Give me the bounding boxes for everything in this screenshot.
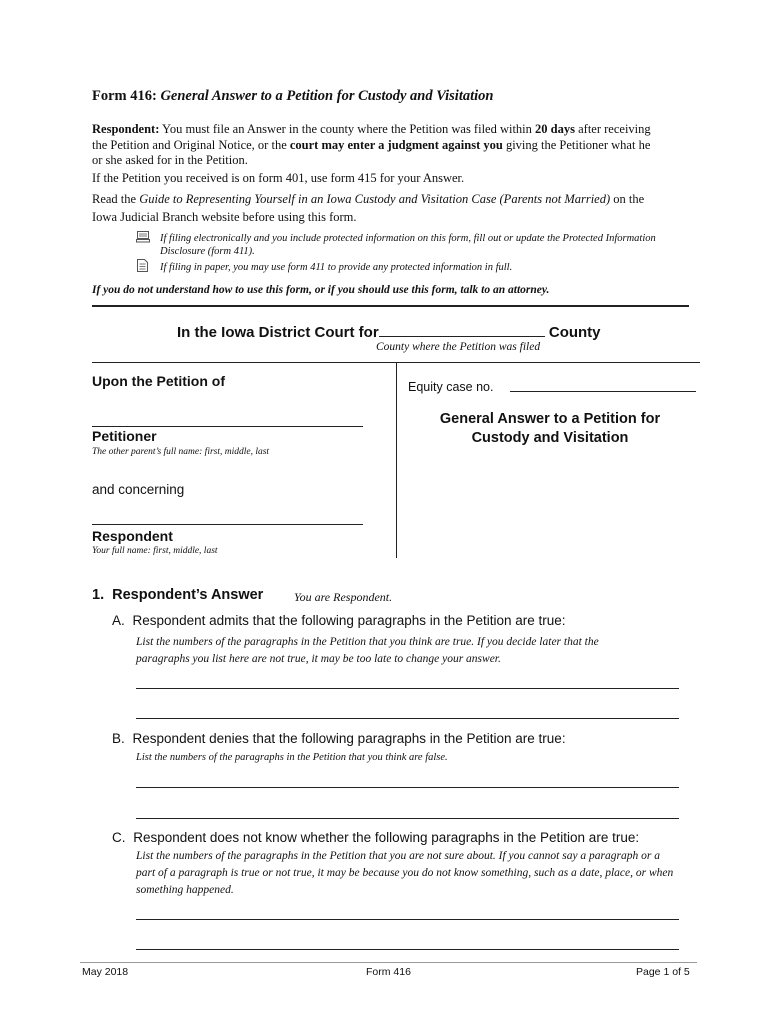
- footer-date: May 2018: [82, 966, 129, 978]
- upon-petition-label: Upon the Petition of: [92, 373, 225, 389]
- document-title-line1: General Answer to a Petition for: [439, 411, 661, 427]
- instr-text-c: giving the Petitioner what he or she asked for in the Petition.: [92, 137, 651, 167]
- and-concerning-label: and concerning: [92, 482, 185, 497]
- footer-page: Page 1 of 5: [636, 966, 690, 978]
- unknown-paragraphs-line-1[interactable]: [136, 919, 679, 920]
- county-hint: County where the Petition was filed: [376, 341, 541, 353]
- item-c-heading: [112, 830, 639, 845]
- divider-top: [92, 305, 689, 307]
- attorney-note: If you do not understand how to use this form, or if you should use this form, talk to an attorney.: [92, 284, 550, 296]
- guide-note: [92, 190, 672, 226]
- document-title-line2: Custody and Visitation: [471, 430, 629, 446]
- item-b-text: Respondent denies that the following paragraphs in the Petition are true:: [132, 731, 566, 746]
- form-401-note: If the Petition you received is on form 401, use form 415 for your Answer.: [92, 171, 465, 185]
- respondent-label: Respondent:: [92, 122, 160, 136]
- item-a-heading: [112, 613, 566, 628]
- document-title: [410, 410, 690, 448]
- respondent-hint: Your full name: first, middle, last: [92, 546, 218, 556]
- equity-case-input[interactable]: [510, 391, 696, 392]
- item-b-heading: [112, 731, 566, 746]
- guide-title: Guide to Representing Yourself in an Iowa Custody and Visitation Case (Parents not Married): [139, 192, 611, 206]
- section-1-heading: [92, 587, 263, 603]
- form-number: Form 416:: [92, 88, 157, 104]
- equity-case-label: Equity case no.: [408, 380, 494, 394]
- document-icon: [137, 259, 148, 277]
- footer-form: Form 416: [366, 966, 411, 978]
- item-c-hint: List the numbers of the paragraphs in the Petition that you are not sure about. If you cannot say a paragraph or a part of a paragraph is true or not true, it may be because you do not know something, such as a date, place, or when something happened.: [136, 850, 674, 896]
- respondent-instructions: [92, 122, 662, 169]
- item-a-text: Respondent admits that the following paragraphs in the Petition are true:: [132, 613, 566, 628]
- bullet-paper: If filing in paper, you may use form 411 to provide any protected information in full.: [160, 262, 513, 273]
- admit-paragraphs-line-2[interactable]: [136, 718, 679, 719]
- respondent-label: Respondent: [92, 528, 173, 544]
- caption-vertical-divider: [396, 362, 397, 558]
- court-prefix: In the Iowa District Court for: [177, 324, 379, 341]
- section-title: Respondent’s Answer: [112, 587, 264, 603]
- judgment-warning: court may enter a judgment against you: [289, 137, 503, 152]
- deadline-days: 20 days: [535, 122, 575, 136]
- guide-text-b: on the Iowa Judicial Branch website before using this form.: [92, 192, 645, 224]
- form-title-text: General Answer to a Petition for Custody and Visitation: [160, 88, 494, 104]
- item-c-letter: C.: [112, 830, 126, 845]
- petitioner-label: Petitioner: [92, 428, 157, 444]
- petitioner-hint: The other parent’s full name: first, middle, last: [92, 447, 270, 457]
- admit-paragraphs-line-1[interactable]: [136, 688, 679, 689]
- instr-text-a: You must file an Answer in the county where the Petition was filed within: [162, 122, 532, 136]
- deny-paragraphs-line-2[interactable]: [136, 818, 679, 819]
- respondent-name-input[interactable]: [92, 524, 363, 525]
- court-heading: [177, 322, 601, 341]
- guide-text-a: Read the: [92, 192, 137, 206]
- item-a-letter: A.: [112, 613, 125, 628]
- footer-divider: [80, 962, 697, 963]
- item-b-letter: B.: [112, 731, 125, 746]
- computer-icon: [136, 230, 150, 248]
- section-number: 1.: [92, 587, 105, 603]
- county-input[interactable]: [379, 322, 545, 337]
- deny-paragraphs-line-1[interactable]: [136, 787, 679, 788]
- instr-text-b: after receiving the Petition and Original Notice, or the: [92, 122, 651, 152]
- form-title: [92, 88, 493, 105]
- item-a-hint: List the numbers of the paragraphs in the Petition that you think are true. If you decide later that the paragraphs you list here are not true, it may be too late to change your answer.: [136, 636, 599, 665]
- petitioner-name-input[interactable]: [92, 426, 363, 427]
- unknown-paragraphs-line-2[interactable]: [136, 949, 679, 950]
- item-b-hint: List the numbers of the paragraphs in the Petition that you think are false.: [136, 752, 448, 763]
- court-suffix: County: [548, 324, 601, 341]
- section-1-note: You are Respondent.: [294, 590, 393, 604]
- item-c-text: Respondent does not know whether the following paragraphs in the Petition are true:: [133, 830, 640, 845]
- bullet-electronic: If filing electronically and you include protected information on this form, fill out or update the Protected Information Disclosure (form 411).: [160, 233, 656, 257]
